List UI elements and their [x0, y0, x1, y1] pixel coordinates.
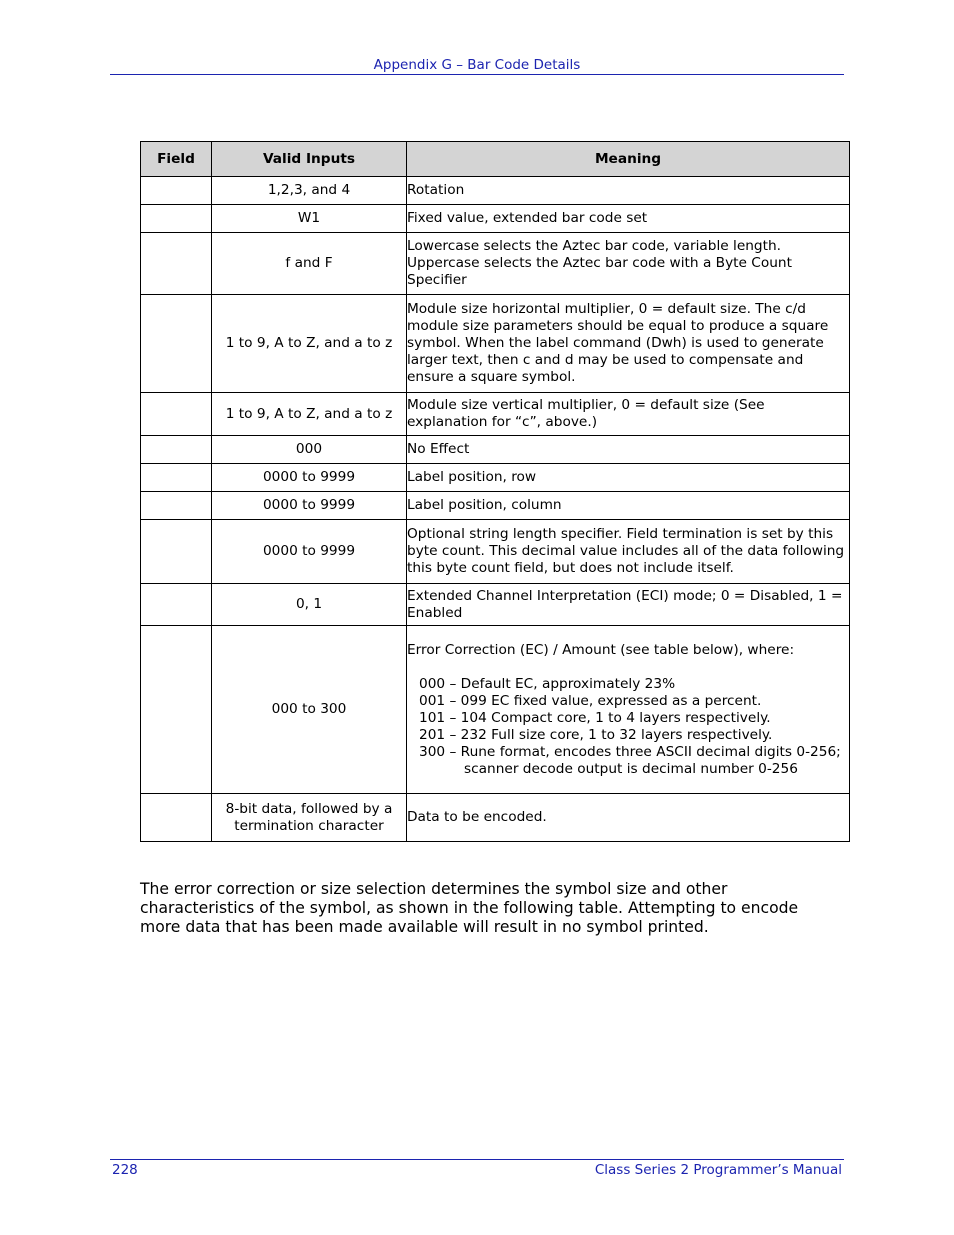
footer-divider: [110, 1159, 844, 1160]
manual-title: Class Series 2 Programmer’s Manual: [594, 1162, 842, 1178]
ec-description: Error Correction (EC) / Amount (see table below), where:: [407, 641, 795, 658]
table-row: [141, 492, 850, 520]
valid-inputs-cell: 1 to 9, A to Z, and a to z: [212, 393, 407, 436]
parameter-table: [140, 141, 850, 842]
field-cell: [141, 492, 212, 520]
column-header-field: Field: [141, 142, 212, 177]
column-header-meaning: Meaning: [407, 142, 850, 177]
ec-value-list: [419, 676, 849, 778]
meaning-cell: Label position, row: [407, 464, 850, 492]
field-cell: [141, 794, 212, 842]
meaning-cell: Fixed value, extended bar code set: [407, 205, 850, 233]
ec-value-item: 001 – 099 EC fixed value, expressed as a percent.: [419, 692, 762, 709]
field-cell: [141, 233, 212, 295]
meaning-cell: Optional string length specifier. Field termination is set by this byte count. This decimal value includes all of the data following this byte count field, but does not include itself.: [407, 520, 850, 584]
valid-inputs-cell: 0, 1: [212, 584, 407, 626]
table-row: [141, 794, 850, 842]
table-row: [141, 295, 850, 393]
table-row: [141, 233, 850, 295]
field-cell: [141, 177, 212, 205]
column-header-valid-inputs: Valid Inputs: [212, 142, 407, 177]
meaning-cell: Lowercase selects the Aztec bar code, variable length. Uppercase selects the Aztec bar code with a Byte Count Specifier: [407, 233, 850, 295]
field-cell: [141, 295, 212, 393]
table-header-row: [141, 142, 850, 177]
ec-value-item: 201 – 232 Full size core, 1 to 32 layers respectively.: [419, 726, 773, 743]
field-cell: [141, 436, 212, 464]
meaning-cell: Rotation: [407, 177, 850, 205]
ec-value-item: 300 – Rune format, encodes three ASCII decimal digits 0-256; scanner decode output is decimal number 0-256: [419, 743, 841, 777]
meaning-cell: No Effect: [407, 436, 850, 464]
valid-inputs-cell: W1: [212, 205, 407, 233]
field-cell: [141, 205, 212, 233]
field-cell: [141, 464, 212, 492]
header-divider: [110, 74, 844, 75]
valid-inputs-cell: 8-bit data, followed by a termination character: [212, 794, 407, 842]
field-cell: [141, 520, 212, 584]
table-row: [141, 393, 850, 436]
valid-inputs-cell: 0000 to 9999: [212, 492, 407, 520]
table-row: [141, 205, 850, 233]
table-row: [141, 520, 850, 584]
table-row: [141, 584, 850, 626]
meaning-cell: Label position, column: [407, 492, 850, 520]
valid-inputs-cell: 0000 to 9999: [212, 464, 407, 492]
meaning-cell: Module size vertical multiplier, 0 = default size (See explanation for “c”, above.): [407, 393, 850, 436]
table-row: [141, 626, 850, 794]
meaning-cell: Extended Channel Interpretation (ECI) mode; 0 = Disabled, 1 = Enabled: [407, 584, 850, 626]
field-cell: [141, 626, 212, 794]
valid-inputs-cell: 1,2,3, and 4: [212, 177, 407, 205]
meaning-cell: Module size horizontal multiplier, 0 = default size. The c/d module size parameters should be equal to produce a square symbol. When the label command (Dwh) is used to generate larger text, then c and d may be used to compensate and ensure a square symbol.: [407, 295, 850, 393]
valid-inputs-cell: 000 to 300: [212, 626, 407, 794]
valid-inputs-cell: f and F: [212, 233, 407, 295]
ec-value-item: 101 – 104 Compact core, 1 to 4 layers respectively.: [419, 709, 771, 726]
valid-inputs-cell: 1 to 9, A to Z, and a to z: [212, 295, 407, 393]
body-paragraph: The error correction or size selection determines the symbol size and other characteristics of the symbol, as shown in the following table. Attempting to encode more data that has been made available will result in no symbol printed.: [140, 880, 799, 936]
valid-inputs-cell: 000: [212, 436, 407, 464]
table-row: [141, 177, 850, 205]
meaning-cell: [407, 626, 850, 794]
page-header-title: Appendix G – Bar Code Details: [373, 57, 581, 73]
ec-value-item: 000 – Default EC, approximately 23%: [419, 675, 676, 692]
meaning-cell: Data to be encoded.: [407, 794, 850, 842]
valid-inputs-cell: 0000 to 9999: [212, 520, 407, 584]
table-row: [141, 464, 850, 492]
page-number: 228: [112, 1162, 138, 1178]
field-cell: [141, 393, 212, 436]
table-row: [141, 436, 850, 464]
field-cell: [141, 584, 212, 626]
